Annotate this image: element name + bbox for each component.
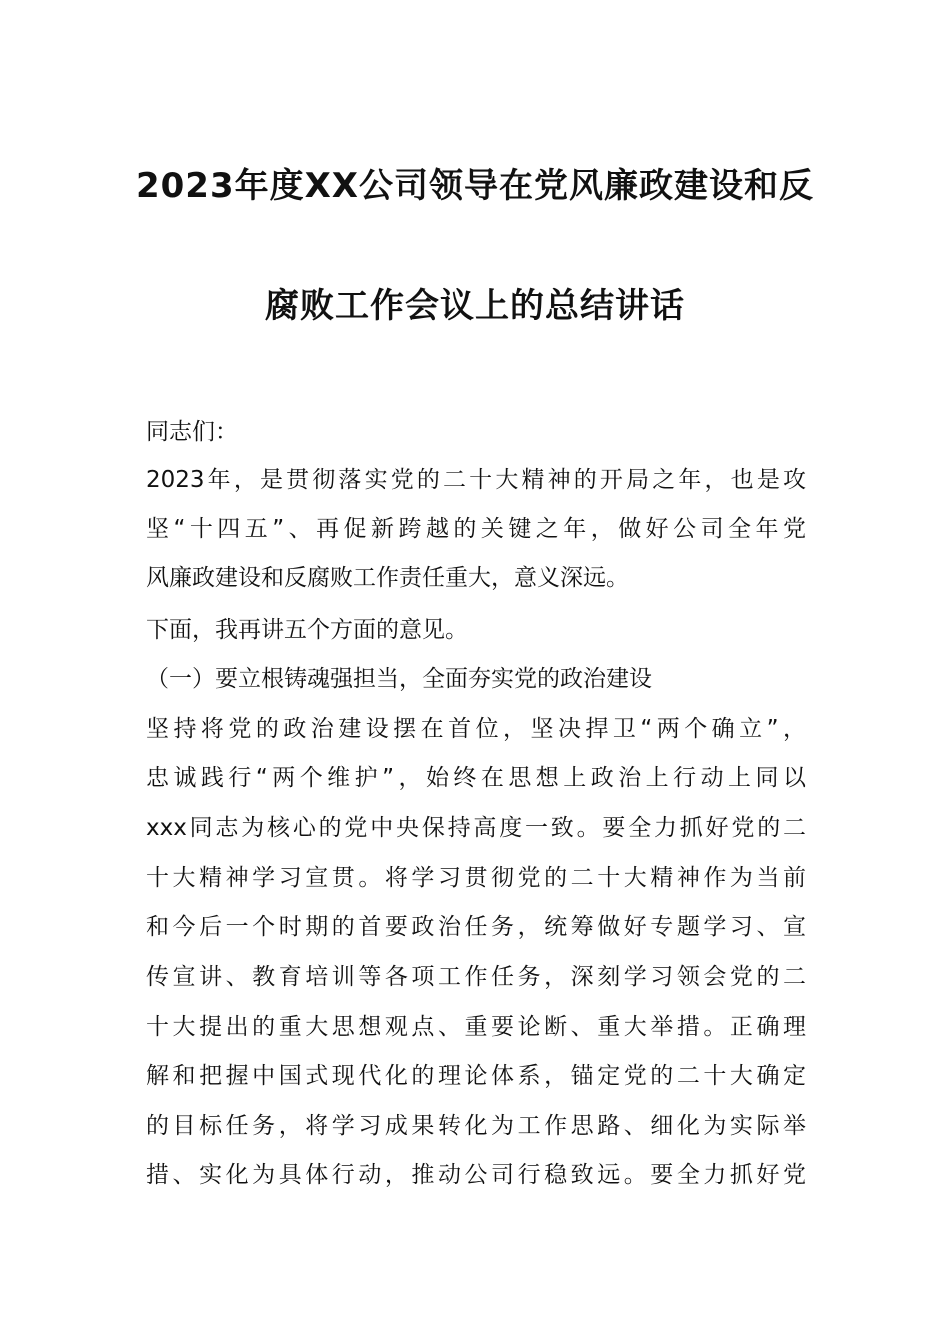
document-title-line-1: 2023年度XX公司领导在党风廉政建设和反 <box>135 166 815 206</box>
body-line: 和今后一个时期的首要政治任务，统筹做好专题学习、宣 <box>146 914 806 940</box>
body-line: 措、实化为具体行动，推动公司行稳致远。要全力抓好党 <box>146 1162 806 1188</box>
document-title-line-2: 腐败工作会议上的总结讲话 <box>265 286 685 326</box>
body-line: 风廉政建设和反腐败工作责任重大，意义深远。 <box>146 565 629 591</box>
body-line: 2023年，是贯彻落实党的二十大精神的开局之年，也是攻 <box>146 467 806 493</box>
body-line: 十大提出的重大思想观点、重要论断、重大举措。正确理 <box>146 1014 806 1040</box>
section-heading: （一）要立根铸魂强担当，全面夯实党的政治建设 <box>146 666 652 692</box>
body-line: 下面，我再讲五个方面的意见。 <box>146 617 468 643</box>
body-line: xxx同志为核心的党中央保持高度一致。要全力抓好党的二 <box>146 815 806 841</box>
body-line: 解和把握中国式现代化的理论体系，锚定党的二十大确定 <box>146 1063 806 1089</box>
body-line: 坚“十四五”、再促新跨越的关键之年，做好公司全年党 <box>146 516 806 542</box>
body-line: 坚持将党的政治建设摆在首位，坚决捍卫“两个确立”， <box>146 716 806 742</box>
salutation: 同志们： <box>146 419 238 445</box>
body-line: 忠诚践行“两个维护”，始终在思想上政治上行动上同以 <box>146 765 806 791</box>
body-line: 十大精神学习宣贯。将学习贯彻党的二十大精神作为当前 <box>146 865 806 891</box>
body-line: 传宣讲、教育培训等各项工作任务，深刻学习领会党的二 <box>146 964 806 990</box>
body-line: 的目标任务，将学习成果转化为工作思路、细化为实际举 <box>146 1113 806 1139</box>
